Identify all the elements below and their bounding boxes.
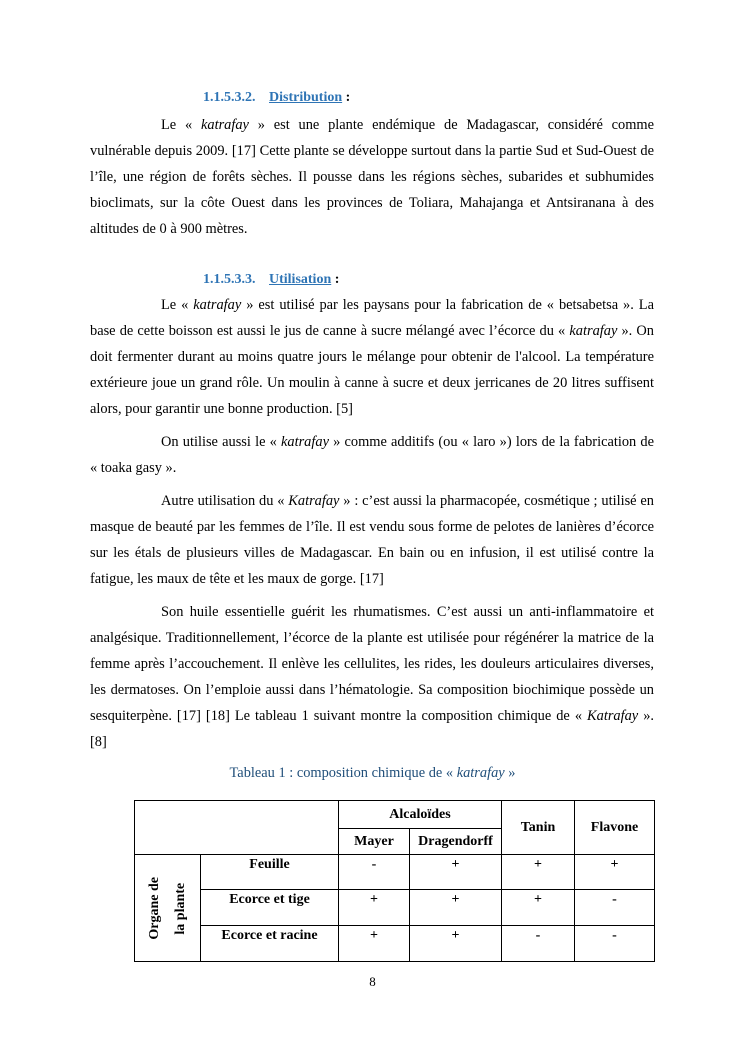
section-title: Utilisation xyxy=(269,272,332,287)
header-flavone: Flavone xyxy=(575,801,655,855)
dragendorff-cell: + xyxy=(410,855,502,890)
page-number: 8 xyxy=(369,974,376,989)
section-heading-utilisation xyxy=(203,272,339,288)
flavone-cell: - xyxy=(575,926,655,962)
section-title: Distribution xyxy=(269,90,343,105)
table-corner-cell xyxy=(135,801,339,855)
header-tanin: Tanin xyxy=(502,801,575,855)
section-number: 1.1.5.3.2. xyxy=(203,90,256,105)
row-group-label: Organe de la plante xyxy=(135,855,201,962)
flavone-cell: - xyxy=(575,890,655,926)
paragraph-utilisation-1: Le « katrafay » est utilisé par les paysans pour la fabrication de « betsabetsa ». La base de cette boisson est aussi le jus de canne à sucre mélangé avec l’écorce du « katrafay ». On doit fermenter durant au moins quatre jours le mélange pour obtenir de l'alcool. La température extérieure joue un grand rôle. Un moulin à canne à sucre et deux jerricanes de 20 litres suffisent alors, pour garantir une bonne production. [5] xyxy=(90,297,655,417)
paragraph-distribution: Le « katrafay » est une plante endémique de Madagascar, considéré comme vulnérable depuis 2009. [17] Cette plante se développe surtout dans la partie Sud et Sud-Ouest de l’île, une région de forêts sèches. Il pousse dans les régions sèches, subarides et subhumides bioclimats, sur la côte Ouest dans les provinces de Toliara, Mahajanga et Antsiranana à des altitudes de 0 à 900 mètres. xyxy=(90,117,655,237)
tanin-cell: + xyxy=(502,855,575,890)
table-caption: Tableau 1 : composition chimique de « katrafay » xyxy=(229,765,516,781)
paragraph-utilisation-3: Autre utilisation du « Katrafay » : c’est aussi la pharmacopée, cosmétique ; utilisé en masque de beauté par les femmes de l’île. Il est vendu sous forme de pelotes de lanières d’écorce sur les étals de plusieurs villes de Madagascar. En bain ou en infusion, il est utilisé contre la fatigue, les maux de tête et les maux de gorge. [17] xyxy=(90,493,654,587)
section-colon: : xyxy=(345,90,351,105)
tanin-cell: - xyxy=(502,926,575,962)
header-alcaloides: Alcaloïdes xyxy=(339,801,502,829)
dragendorff-cell: + xyxy=(410,926,502,962)
tanin-cell: + xyxy=(502,890,575,926)
organ-cell: Feuille xyxy=(201,855,339,890)
mayer-cell: + xyxy=(339,890,410,926)
paragraph-utilisation-4: Son huile essentielle guérit les rhumatismes. C’est aussi un anti-inflammatoire et analgésique. Traditionnellement, l’écorce de la plante est utilisée pour régénérer la matrice de la femme après l’accouchement. Il enlève les cellulites, les rides, les douleurs articulaires diverses, les dermatoses. On l’emploie aussi dans l’hématologie. Sa composition biochimique possède un sesquiterpène. [17] [18] Le tableau 1 suivant montre la composition chimique de « Katrafay ». [8] xyxy=(90,604,654,750)
section-heading-distribution xyxy=(203,90,350,106)
dragendorff-cell: + xyxy=(410,890,502,926)
header-dragendorff: Dragendorff xyxy=(410,829,502,855)
flavone-cell: + xyxy=(575,855,655,890)
organ-cell: Ecorce et tige xyxy=(201,890,339,926)
composition-table xyxy=(134,800,655,962)
header-mayer: Mayer xyxy=(339,829,410,855)
mayer-cell: + xyxy=(339,926,410,962)
paragraph-utilisation-2: On utilise aussi le « katrafay » comme additifs (ou « laro ») lors de la fabrication de « toaka gasy ». xyxy=(90,434,654,476)
section-number: 1.1.5.3.3. xyxy=(203,272,256,287)
organ-cell: Ecorce et racine xyxy=(201,926,339,962)
section-colon: : xyxy=(334,272,340,287)
mayer-cell: - xyxy=(339,855,410,890)
